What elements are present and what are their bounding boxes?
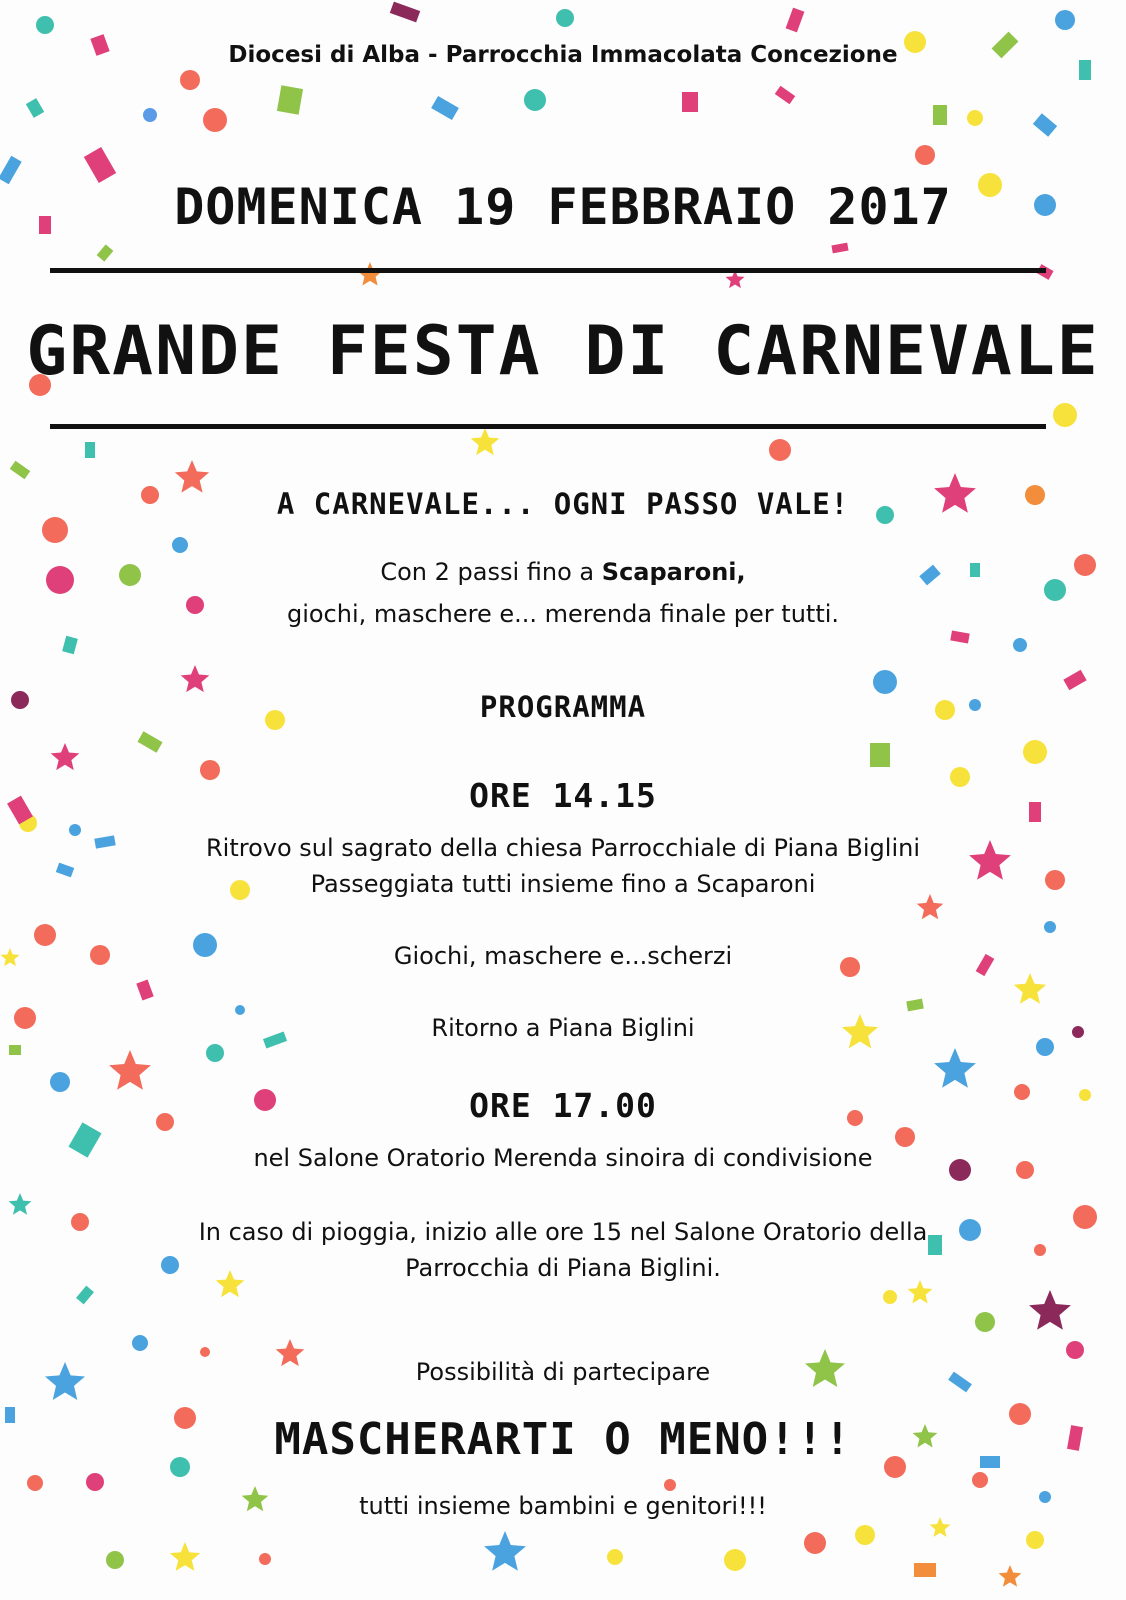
- event-slogan: A CARNEVALE... OGNI PASSO VALE!: [276, 487, 850, 521]
- walk-line: Passeggiata tutti insieme fino a Scaparoni: [310, 870, 816, 898]
- meeting-point-line: Ritrovo sul sagrato della chiesa Parrocchiale di Piana Biglini: [206, 834, 920, 862]
- rain-line-2: Parrocchia di Piana Biglini.: [405, 1254, 721, 1282]
- organizer-header: Diocesi di Alba - Parrocchia Immacolata Concezione: [228, 42, 898, 68]
- top-divider: [50, 268, 1046, 273]
- program-heading: PROGRAMMA: [479, 690, 647, 724]
- rain-line-1: In caso di pioggia, inizio alle ore 15 nel Salone Oratorio della: [198, 1218, 928, 1246]
- possibility-line: Possibilità di partecipare: [415, 1358, 711, 1386]
- time-1415: ORE 14.15: [469, 776, 657, 815]
- intro-line-1-prefix: Con 2 passi fino a: [380, 558, 595, 586]
- intro-destination: Scaparoni,: [601, 558, 746, 586]
- intro-line-1: [0, 552, 1126, 592]
- everyone-line: tutti insieme bambini e genitori!!!: [359, 1492, 767, 1520]
- time-1700: ORE 17.00: [469, 1086, 657, 1125]
- activities-line: Giochi, maschere e...scherzi: [393, 942, 733, 970]
- intro-line-2: giochi, maschere e... merenda finale per tutti.: [286, 600, 840, 628]
- event-date: DOMENICA 19 FEBBRAIO 2017: [174, 178, 952, 236]
- bottom-divider: [50, 424, 1046, 429]
- snack-line: nel Salone Oratorio Merenda sinoira di condivisione: [253, 1144, 873, 1172]
- event-title: GRANDE FESTA DI CARNEVALE: [26, 312, 1100, 391]
- return-line: Ritorno a Piana Biglini: [431, 1014, 695, 1042]
- costume-slogan: MASCHERARTI O MENO!!!: [274, 1414, 852, 1465]
